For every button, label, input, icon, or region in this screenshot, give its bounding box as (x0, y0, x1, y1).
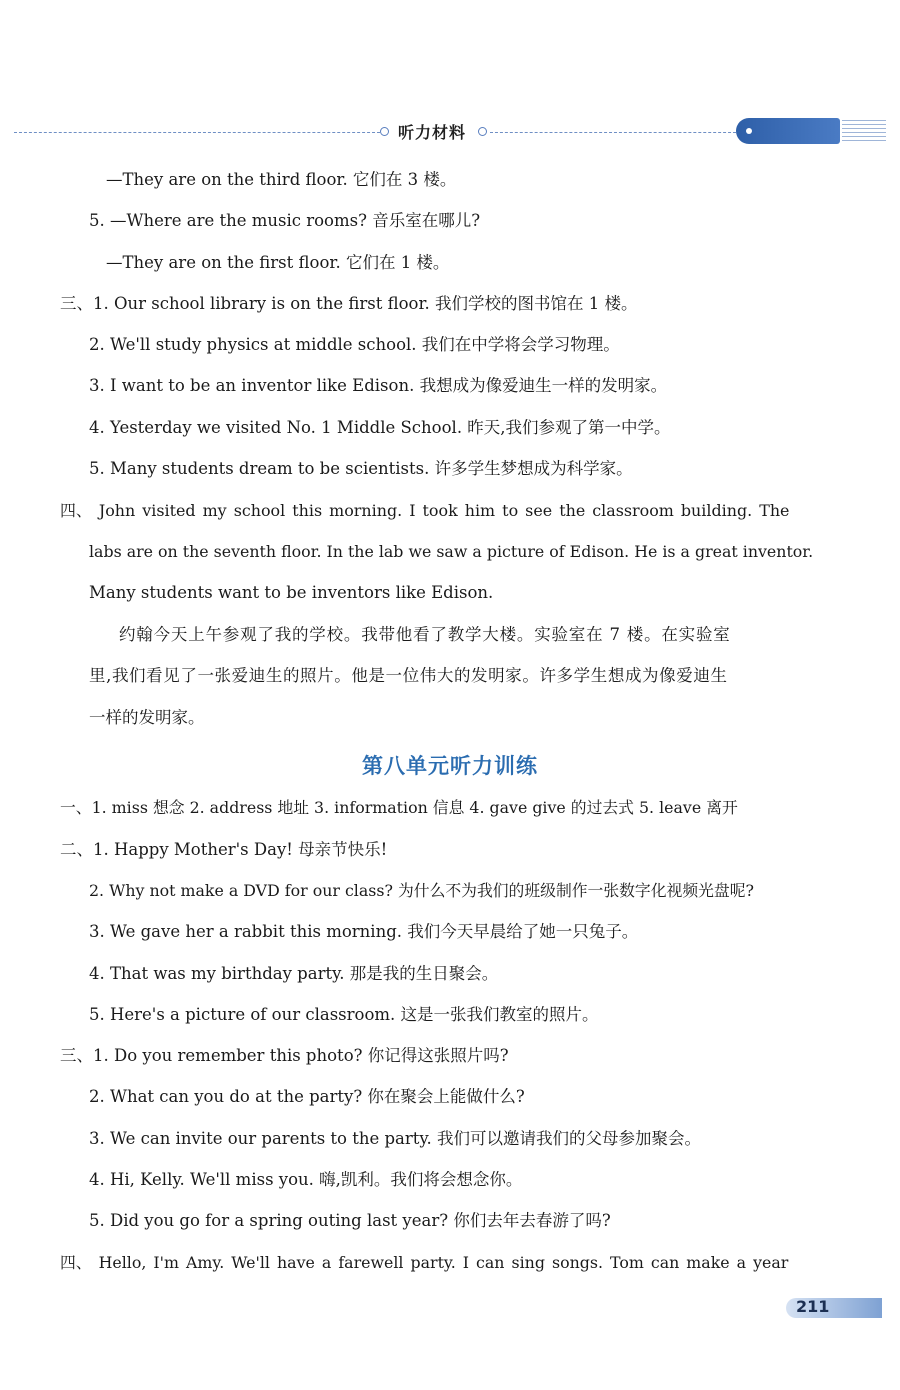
header-stripes-decoration (842, 120, 886, 142)
text-line: 四、 Hello, I'm Amy. We'll have a farewell party. I can sing songs. Tom can make a year (60, 1253, 789, 1272)
page-number-badge (776, 1296, 886, 1322)
text-line: 4. That was my birthday party. 那是我的生日聚会。 (89, 964, 499, 983)
header-rule-left (14, 132, 380, 133)
text-line: 5. Here's a picture of our classroom. 这是一张我们教室的照片。 (89, 1005, 599, 1024)
unit-8-title: 第八单元听力训练 (362, 754, 538, 778)
text-line: —They are on the first floor. 它们在 1 楼。 (106, 253, 450, 272)
text-line: 5. Many students dream to be scientists. 许多学生梦想成为科学家。 (89, 459, 633, 478)
text-line: Many students want to be inventors like Edison. (89, 583, 494, 602)
text-line: 约翰今天上午参观了我的学校。我带他看了教学大楼。实验室在 7 楼。在实验室 (119, 625, 731, 644)
header-dot-left (380, 127, 389, 136)
text-line: 4. Yesterday we visited No. 1 Middle School. 昨天,我们参观了第一中学。 (89, 418, 671, 437)
text-line: 三、1. Our school library is on the first floor. 我们学校的图书馆在 1 楼。 (60, 294, 638, 313)
text-line: 里,我们看见了一张爱迪生的照片。他是一位伟大的发明家。许多学生想成为像爱迪生 (89, 666, 728, 685)
header-dot-right (478, 127, 487, 136)
text-line: 2. Why not make a DVD for our class? 为什么不为我们的班级制作一张数字化视频光盘呢? (89, 881, 754, 900)
text-line: 5. Did you go for a spring outing last year? 你们去年去春游了吗? (89, 1211, 611, 1230)
text-line: 3. I want to be an inventor like Edison. 我想成为像爱迪生一样的发明家。 (89, 376, 668, 395)
page-header-title: 听力材料 (398, 123, 467, 142)
header-tab-decoration (736, 118, 840, 144)
text-line: 2. What can you do at the party? 你在聚会上能做什么? (89, 1087, 525, 1106)
text-line: —They are on the third floor. 它们在 3 楼。 (106, 170, 457, 189)
text-line: labs are on the seventh floor. In the lab we saw a picture of Edison. He is a great inventor. (89, 542, 814, 561)
text-line: 4. Hi, Kelly. We'll miss you. 嗨,凯利。我们将会想念你。 (89, 1170, 523, 1189)
text-line: 5. —Where are the music rooms? 音乐室在哪儿? (89, 211, 481, 230)
text-line: 四、 John visited my school this morning. I took him to see the classroom building. The (60, 501, 790, 520)
text-line: 2. We'll study physics at middle school. 我们在中学将会学习物理。 (89, 335, 620, 354)
header-rule-right (490, 132, 736, 133)
page-number: 211 (796, 1297, 830, 1316)
text-line: 一样的发明家。 (89, 708, 205, 727)
text-line: 一、1. miss 想念 2. address 地址 3. information 信息 4. gave give 的过去式 5. leave 离开 (60, 798, 738, 817)
text-line: 三、1. Do you remember this photo? 你记得这张照片吗? (60, 1046, 509, 1065)
text-line: 3. We gave her a rabbit this morning. 我们今天早晨给了她一只兔子。 (89, 922, 639, 941)
text-line: 3. We can invite our parents to the party. 我们可以邀请我们的父母参加聚会。 (89, 1129, 702, 1148)
text-line: 二、1. Happy Mother's Day! 母亲节快乐! (60, 840, 388, 859)
